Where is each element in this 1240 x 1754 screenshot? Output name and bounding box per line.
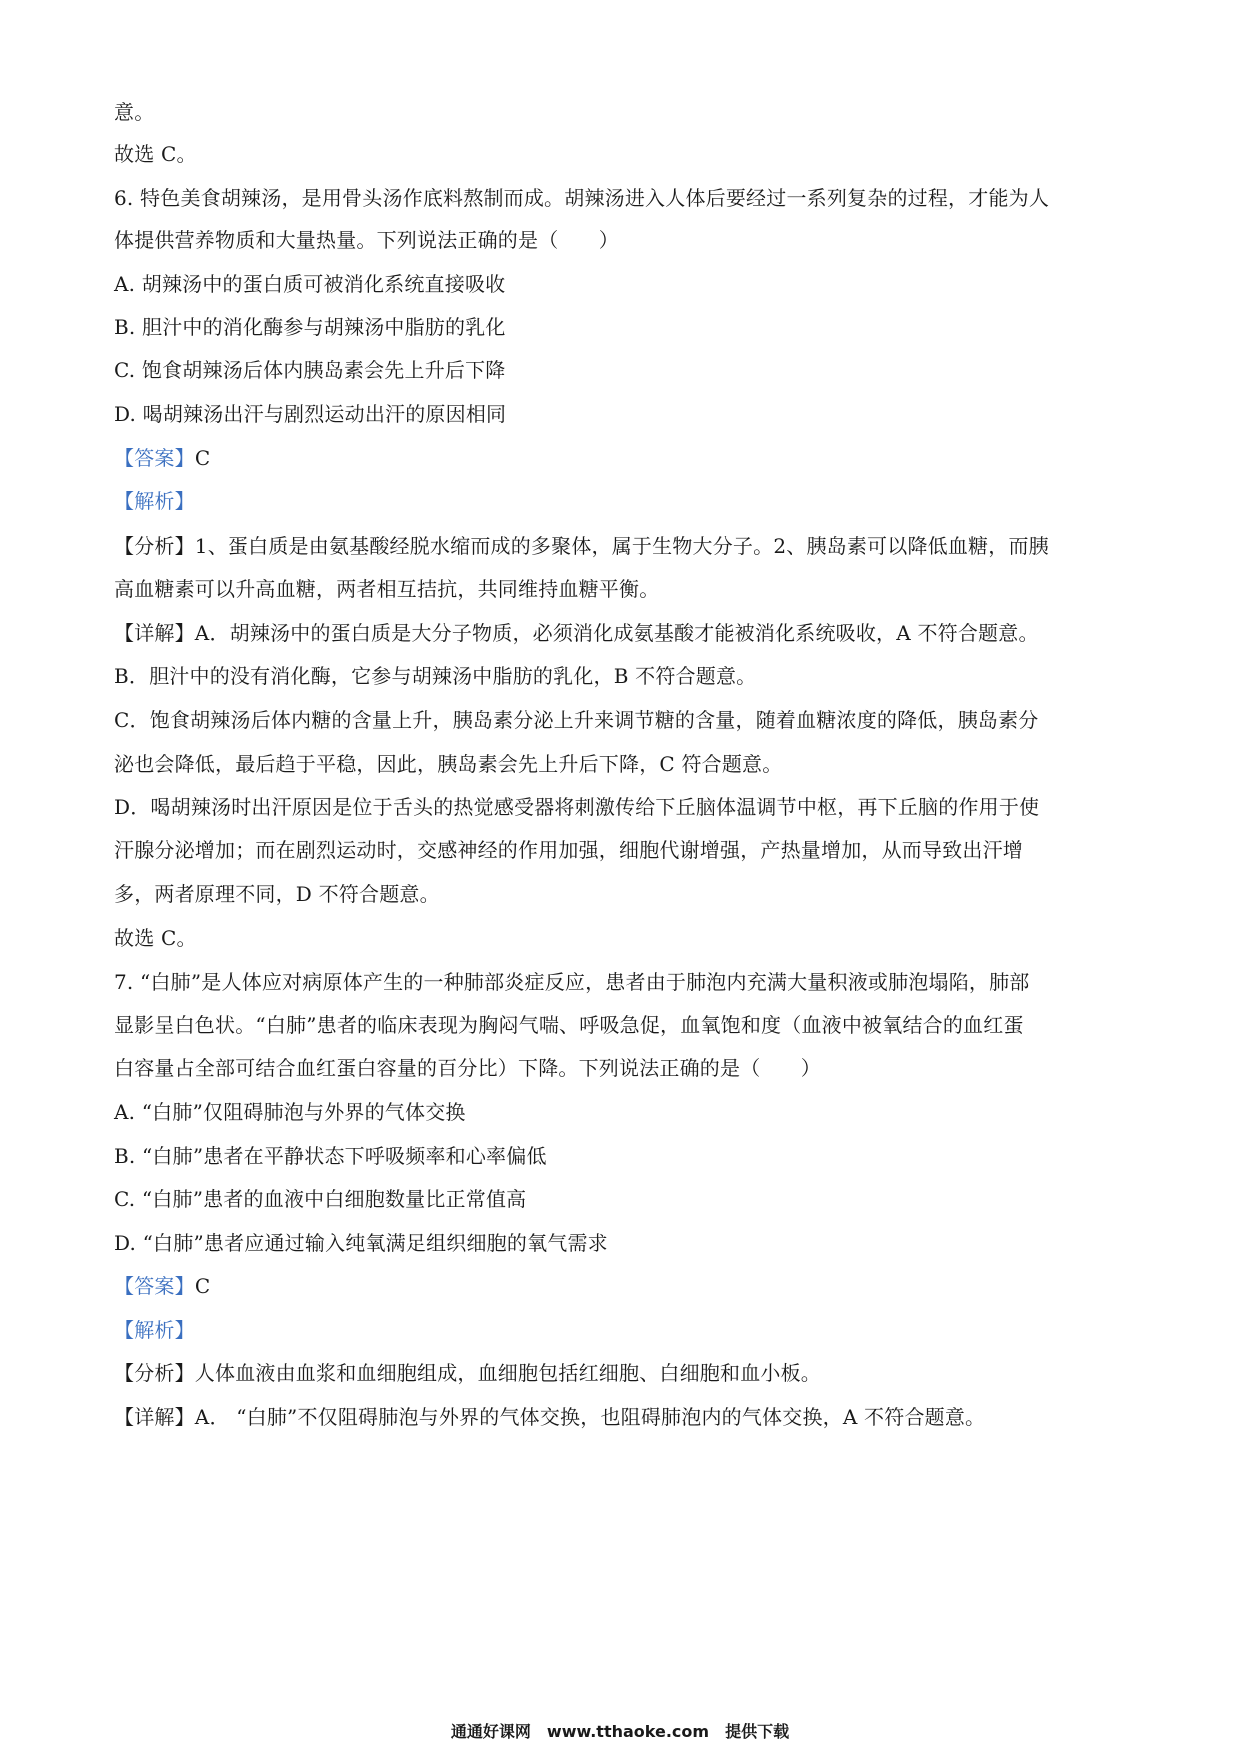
text-line: D．喝胡辣汤时出汗原因是位于舌头的热觉感受器将刺激传给下丘脑体温调节中枢，再下丘脑的作用于使 bbox=[114, 795, 1040, 819]
question-7-option-b: B. “白肺”患者在平静状态下呼吸频率和心率偏低 bbox=[114, 1144, 547, 1168]
text-line: 【分析】1、蛋白质是由氨基酸经脱水缩而成的多聚体，属于生物大分子。2、胰岛素可以降低血糖，而胰 bbox=[114, 534, 1049, 558]
answer-value: C bbox=[194, 1274, 211, 1298]
text-line: 汗腺分泌增加；而在剧烈运动时，交感神经的作用加强，细胞代谢增强，产热量增加，从而导致出汗增 bbox=[114, 838, 1023, 862]
answer-tag: 【答案】 bbox=[114, 1274, 195, 1298]
question-6-option-c: C. 饱食胡辣汤后体内胰岛素会先上升后下降 bbox=[114, 358, 506, 382]
question-6-stem: 6. 特色美食胡辣汤，是用骨头汤作底料熬制而成。胡辣汤进入人体后要经过一系列复杂的过程，才能为人 bbox=[114, 186, 1050, 210]
text-line: 【详解】A． “白肺”不仅阻碍肺泡与外界的气体交换，也阻碍肺泡内的气体交换，A 不符合题意。 bbox=[114, 1405, 986, 1429]
text-line: 意。 bbox=[114, 100, 155, 124]
question-6-option-b: B. 胆汁中的消化酶参与胡辣汤中脂肪的乳化 bbox=[114, 315, 506, 339]
question-6-stem-cont: 体提供营养物质和大量热量。下列说法正确的是（ ） bbox=[114, 228, 619, 252]
text-line: 多，两者原理不同，D 不符合题意。 bbox=[114, 882, 440, 906]
question-6-option-d: D. 喝胡辣汤出汗与剧烈运动出汗的原因相同 bbox=[114, 402, 507, 426]
question-7-stem: 7. “白肺”是人体应对病原体产生的一种肺部炎症反应，患者由于肺泡内充满大量积液或肺泡塌陷，肺部 bbox=[114, 970, 1030, 994]
question-7-analysis-label bbox=[114, 1316, 195, 1344]
question-6-answer bbox=[114, 444, 210, 472]
question-6-option-a: A. 胡辣汤中的蛋白质可被消化系统直接吸收 bbox=[114, 272, 506, 296]
question-7-option-c: C. “白肺”患者的血液中白细胞数量比正常值高 bbox=[114, 1187, 527, 1211]
question-7-option-d: D. “白肺”患者应通过输入纯氧满足组织细胞的氧气需求 bbox=[114, 1231, 608, 1255]
question-7-stem-cont: 白容量占全部可结合血红蛋白容量的百分比）下降。下列说法正确的是（ ） bbox=[114, 1056, 821, 1080]
answer-tag: 【答案】 bbox=[114, 446, 195, 470]
analysis-tag: 【解析】 bbox=[114, 1318, 195, 1342]
text-line: 高血糖素可以升高血糖，两者相互拮抗，共同维持血糖平衡。 bbox=[114, 577, 660, 601]
text-line: B．胆汁中的没有消化酶，它参与胡辣汤中脂肪的乳化，B 不符合题意。 bbox=[114, 664, 757, 688]
text-line: 【分析】人体血液由血浆和血细胞组成，血细胞包括红细胞、白细胞和血小板。 bbox=[114, 1361, 821, 1385]
text-line: 故选 C。 bbox=[114, 926, 197, 950]
text-line: C．饱食胡辣汤后体内糖的含量上升，胰岛素分泌上升来调节糖的含量，随着血糖浓度的降低，胰岛素分 bbox=[114, 708, 1039, 732]
text-line: 【详解】A．胡辣汤中的蛋白质是大分子物质，必须消化成氨基酸才能被消化系统吸收，A 不符合题意。 bbox=[114, 621, 1039, 645]
question-7-stem-cont: 显影呈白色状。“白肺”患者的临床表现为胸闷气喘、呼吸急促，血氧饱和度（血液中被氧结合的血红蛋 bbox=[114, 1013, 1024, 1037]
question-7-answer bbox=[114, 1272, 210, 1300]
question-6-analysis-label bbox=[114, 487, 195, 515]
analysis-tag: 【解析】 bbox=[114, 489, 195, 513]
text-line: 故选 C。 bbox=[114, 142, 197, 166]
text-line: 泌也会降低，最后趋于平稳，因此，胰岛素会先上升后下降，C 符合题意。 bbox=[114, 752, 783, 776]
question-7-option-a: A. “白肺”仅阻碍肺泡与外界的气体交换 bbox=[114, 1100, 466, 1124]
page-footer: 通通好课网 www.tthaoke.com 提供下载 bbox=[450, 1722, 790, 1741]
answer-value: C bbox=[194, 446, 211, 470]
